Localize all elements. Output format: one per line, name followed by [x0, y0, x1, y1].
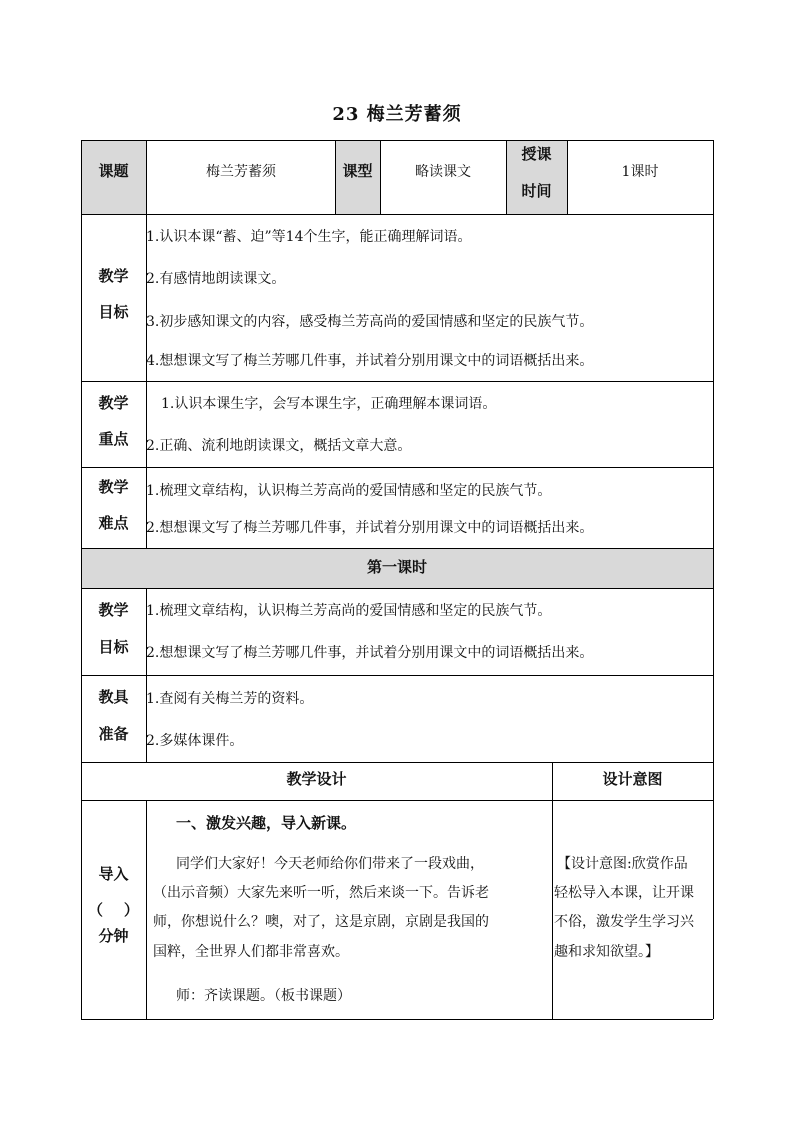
intro-teacher-line: 师：齐读课题。（板书课题）	[176, 988, 351, 1004]
topic-value: 梅兰芳蓄须	[206, 164, 276, 180]
design-intent-line: 【设计意图:欣赏作品	[557, 856, 688, 872]
goal-item: 2.有感情地朗读课文。	[146, 271, 286, 287]
lesson-goals-label-1: 教学	[98, 601, 129, 619]
prep-item: 1.查阅有关梅兰芳的资料。	[146, 691, 314, 707]
intro-para-line: （出示音频）大家先来听一听，然后来谈一下。告诉老	[153, 885, 489, 901]
goal-item: 4.想想课文写了梅兰芳哪几件事，并试着分别用课文中的词语概括出来。	[146, 353, 594, 369]
keypoints-label-2: 重点	[98, 430, 129, 448]
lesson-goal-item: 1.梳理文章结构，认识梅兰芳高尚的爱国情感和坚定的民族气节。	[146, 603, 552, 619]
prep-item: 2.多媒体课件。	[146, 733, 244, 749]
goal-item: 1.认识本课“蓄、迫”等14个生字，能正确理解词语。	[146, 229, 472, 245]
prep-label-2: 准备	[98, 725, 129, 743]
keypoints-label-1: 教学	[98, 394, 129, 412]
goals-label-1: 教学	[98, 267, 129, 285]
intro-heading: 一、激发兴趣，导入新课。	[176, 814, 357, 832]
design-header-right: 设计意图	[602, 770, 663, 788]
goal-item: 3.初步感知课文的内容，感受梅兰芳高尚的爱国情感和坚定的民族气节。	[146, 314, 594, 330]
keypoint-item: 1.认识本课生字，会写本课生字，正确理解本课词语。	[161, 396, 497, 412]
difficulties-label-2: 难点	[98, 514, 129, 532]
label-topic: 课题	[98, 162, 129, 180]
prep-label-1: 教具	[98, 688, 129, 706]
intro-label-2: （ ）	[88, 901, 139, 919]
design-intent-line: 轻松导入本课，让开课	[554, 885, 694, 901]
intro-label-1: 导入	[98, 865, 129, 883]
design-intent-line: 趣和求知欲望。】	[554, 944, 659, 960]
design-header-left: 教学设计	[286, 770, 347, 788]
page-title: 23 梅兰芳蓄须	[332, 104, 462, 125]
label-time-2: 时间	[521, 182, 552, 200]
difficulty-item: 1.梳理文章结构，认识梅兰芳高尚的爱国情感和坚定的民族气节。	[146, 483, 552, 499]
goals-label-2: 目标	[98, 303, 129, 321]
time-value: 1课时	[621, 164, 659, 180]
lesson-goals-label-2: 目标	[98, 638, 129, 656]
label-time-1: 授课	[521, 145, 552, 163]
difficulty-item: 2.想想课文写了梅兰芳哪几件事，并试着分别用课文中的词语概括出来。	[146, 520, 594, 536]
label-type: 课型	[342, 162, 373, 180]
keypoint-item: 2.正确、流利地朗读课文，概括文章大意。	[146, 438, 412, 454]
lesson-goal-item: 2.想想课文写了梅兰芳哪几件事，并试着分别用课文中的词语概括出来。	[146, 645, 594, 661]
difficulties-label-1: 教学	[98, 478, 129, 496]
intro-label-3: 分钟	[98, 927, 129, 945]
intro-para-line: 师，你想说什么？噢，对了，这是京剧，京剧是我国的	[153, 914, 489, 930]
intro-para-line: 国粹，全世界人们都非常喜欢。	[153, 944, 349, 960]
lesson-header: 第一课时	[366, 558, 427, 576]
intro-para-line: 同学们大家好！今天老师给你们带来了一段戏曲，	[176, 856, 484, 872]
design-intent-line: 不俗，激发学生学习兴	[554, 914, 694, 930]
type-value: 略读课文	[415, 164, 471, 180]
